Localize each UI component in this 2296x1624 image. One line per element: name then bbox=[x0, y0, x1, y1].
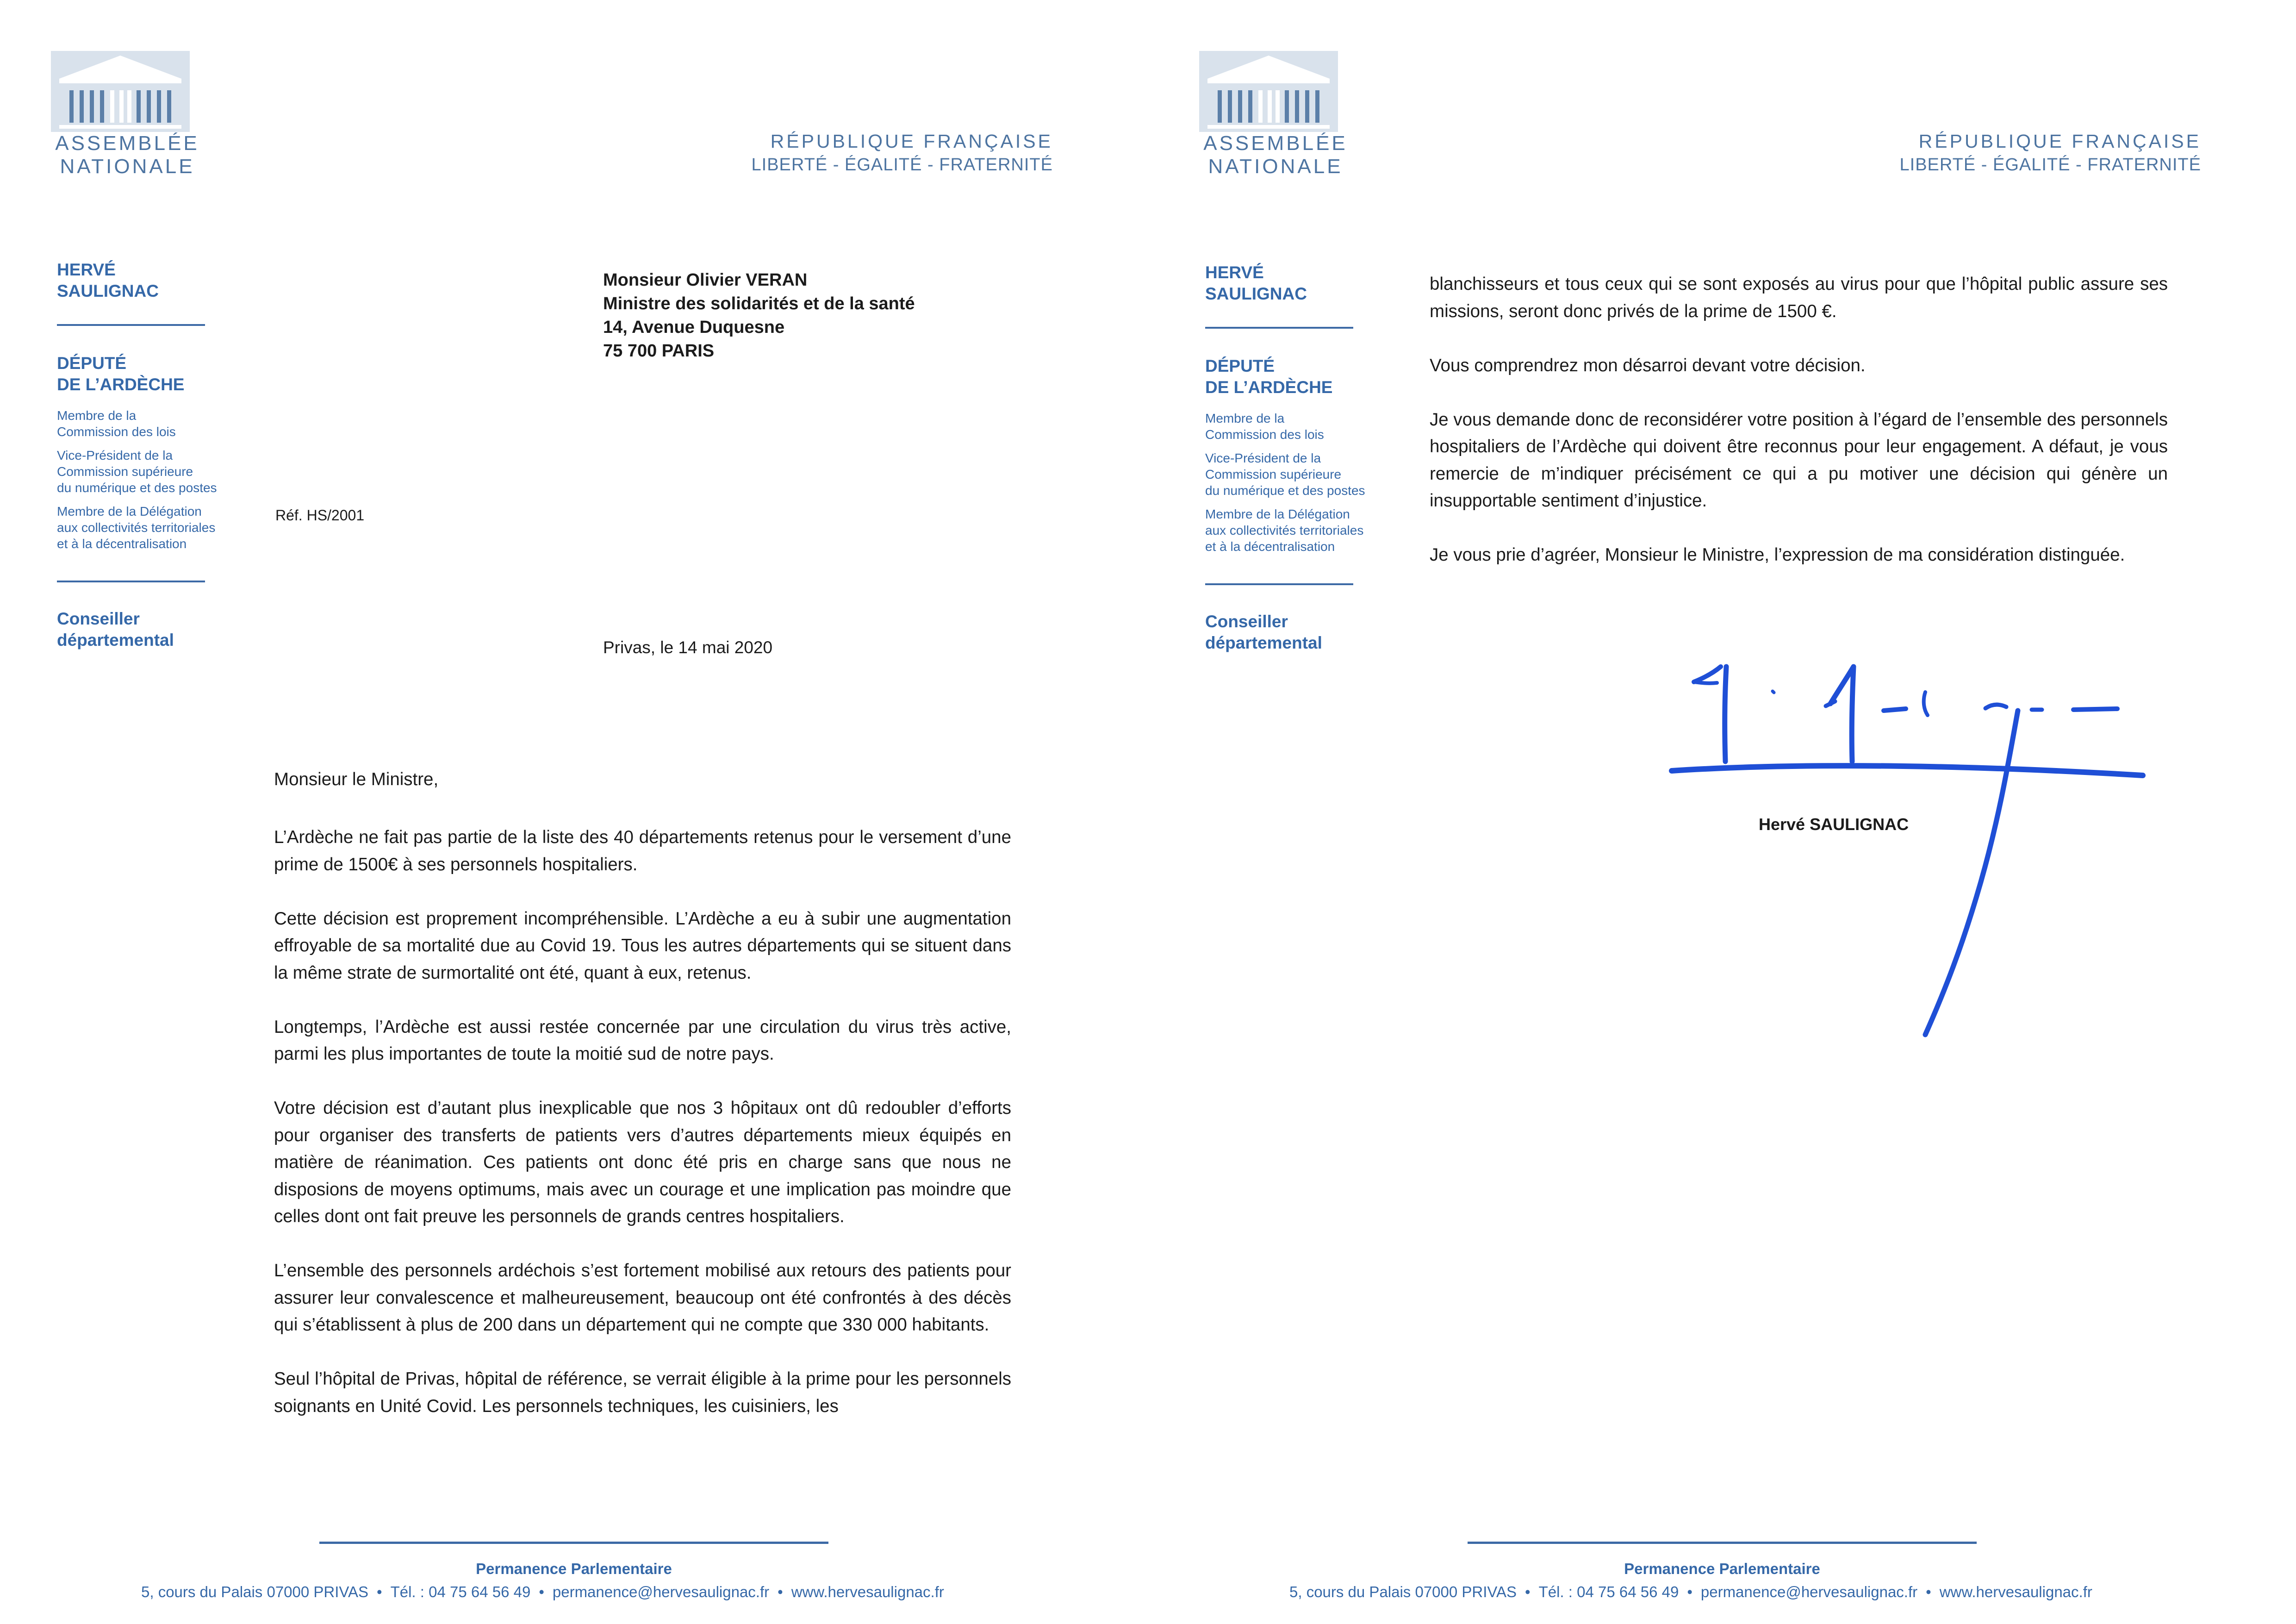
paragraph: Seul l’hôpital de Privas, hôpital de référence, se verrait éligible à la prime pour les personnels soignants en Unité Covid. Les personnels techniques, les cuisiniers, les bbox=[274, 1369, 1011, 1416]
logo-line-2: NATIONALE bbox=[1208, 155, 1343, 178]
footer-address: 5, cours du Palais 07000 PRIVAS bbox=[1289, 1583, 1517, 1600]
deputy-last-name: SAULIGNAC bbox=[1205, 284, 1307, 303]
bullet-icon: • bbox=[1926, 1583, 1931, 1600]
membership-2 bbox=[1205, 450, 1404, 499]
council-line-2: départemental bbox=[1205, 633, 1322, 652]
footer-contact bbox=[141, 1583, 944, 1601]
membership-1-line: Commission des lois bbox=[57, 425, 176, 439]
footer-website: www.hervesaulignac.fr bbox=[1939, 1583, 2092, 1600]
bullet-icon: • bbox=[377, 1583, 382, 1600]
membership-2-line: du numérique et des postes bbox=[57, 481, 217, 495]
role-line-1: DÉPUTÉ bbox=[1205, 356, 1275, 375]
signer-name: Hervé SAULIGNAC bbox=[1759, 815, 1909, 834]
paragraph: L’ensemble des personnels ardéchois s’est fortement mobilisé aux retours des patients pour assurer leur convalescence et malheureusement, beaucoup ont été confrontés à des décès qui s’établissent à plus de 200 dans un département qui ne compte que 330 000 habitants. bbox=[274, 1261, 1011, 1335]
deputy-last-name: SAULIGNAC bbox=[57, 281, 159, 300]
sidebar-divider bbox=[57, 581, 205, 582]
footer-website: www.hervesaulignac.fr bbox=[791, 1583, 944, 1600]
membership-1 bbox=[57, 407, 256, 440]
letter-body-page-2 bbox=[1430, 271, 2168, 569]
council-line-2: départemental bbox=[57, 631, 174, 650]
membership-2 bbox=[57, 447, 256, 496]
republique-francaise: RÉPUBLIQUE FRANÇAISE bbox=[1918, 131, 2201, 152]
footer-address: 5, cours du Palais 07000 PRIVAS bbox=[141, 1583, 369, 1600]
bullet-icon: • bbox=[539, 1583, 544, 1600]
logo-wordmark bbox=[1199, 132, 1352, 178]
republique-header bbox=[752, 129, 1053, 176]
logo-line-1: ASSEMBLÉE bbox=[1203, 132, 1348, 155]
logo-line-2: NATIONALE bbox=[60, 155, 195, 178]
parliament-building-icon bbox=[51, 51, 190, 132]
membership-2-line: Vice-Président de la bbox=[57, 448, 173, 462]
deputy-first-name: HERVÉ bbox=[1205, 263, 1264, 282]
recipient-street: 14, Avenue Duquesne bbox=[603, 318, 785, 337]
paragraph: Vous comprendrez mon désarroi devant votre décision. bbox=[1430, 355, 1866, 375]
assemblee-nationale-logo bbox=[51, 51, 199, 178]
paragraph: Je vous prie d’agréer, Monsieur le Ministre, l’expression de ma considération distinguée. bbox=[1430, 545, 2125, 565]
sidebar-letterhead bbox=[1205, 262, 1404, 654]
footer-phone: Tél. : 04 75 64 56 49 bbox=[1538, 1583, 1679, 1600]
paragraph: blanchisseurs et tous ceux qui se sont exposés au virus pour que l’hôpital public assure ses missions, seront donc privés de la prime de 1500 €. bbox=[1430, 274, 2168, 321]
membership-1-line: Membre de la bbox=[57, 408, 137, 423]
paragraph: L’Ardèche ne fait pas partie de la liste des 40 départements retenus pour le versement d’une prime de 1500€ à ses personnels hospitaliers. bbox=[274, 827, 1011, 874]
sidebar-divider bbox=[57, 324, 205, 326]
council-line-1: Conseiller bbox=[57, 609, 140, 628]
membership-2-line: du numérique et des postes bbox=[1205, 483, 1365, 498]
footer-email: permanence@hervesaulignac.fr bbox=[552, 1583, 770, 1600]
deputy-first-name: HERVÉ bbox=[57, 260, 116, 279]
republique-header bbox=[1900, 129, 2201, 176]
membership-3 bbox=[57, 503, 256, 552]
handwritten-signature bbox=[1666, 623, 2180, 1058]
paragraph: Je vous demande donc de reconsidérer votre position à l’égard de l’ensemble des personnels hospitaliers de l’Ardèche qui doivent être reconnus pour leur engagement. A défaut, je vous remercie de m’indiquer précisément ce qui a pu motiver une décision qui génère un insupportable sentiment d’injustice. bbox=[1430, 409, 2168, 511]
sidebar-divider bbox=[1205, 583, 1353, 585]
footer-contact bbox=[1289, 1583, 2092, 1601]
paragraph: Longtemps, l’Ardèche est aussi restée concernée par une circulation du virus très active, parmi les plus importantes de toute la moitié sud de notre pays. bbox=[274, 1017, 1011, 1064]
bullet-icon: • bbox=[778, 1583, 783, 1600]
sidebar-letterhead bbox=[57, 259, 256, 651]
republique-francaise: RÉPUBLIQUE FRANÇAISE bbox=[770, 131, 1053, 152]
membership-1-line: Commission des lois bbox=[1205, 427, 1324, 442]
bullet-icon: • bbox=[1525, 1583, 1531, 1600]
letter-body-page-1 bbox=[274, 824, 1011, 1420]
bullet-icon: • bbox=[1687, 1583, 1692, 1600]
reference: Réf. HS/2001 bbox=[275, 507, 365, 524]
letter-date: Privas, le 14 mai 2020 bbox=[603, 638, 773, 657]
logo-line-1: ASSEMBLÉE bbox=[55, 132, 199, 155]
footer-email: permanence@hervesaulignac.fr bbox=[1700, 1583, 1918, 1600]
paragraph: Votre décision est d’autant plus inexplicable que nos 3 hôpitaux ont dû redoubler d’efforts pour organiser des transferts de patients vers d’autres départements mieux équipés en matière de réanimation. Ces patients ont donc été pris en charge sans que nous ne disposions de moyens optimums, mais avec un courage et une implication pas moindre que celles dont ont fait preuve les personnels de grands centres hospitaliers. bbox=[274, 1098, 1011, 1226]
paragraph: Cette décision est proprement incompréhensible. L’Ardèche a eu à subir une augmentation effroyable de sa mortalité due au Covid 19. Tous les autres départements qui se situent dans la même strate de surmortalité ont été, quant à eux, retenus. bbox=[274, 908, 1011, 983]
salutation: Monsieur le Ministre, bbox=[274, 769, 439, 789]
membership-2-line: Commission supérieure bbox=[1205, 467, 1342, 481]
devise: LIBERTÉ - ÉGALITÉ - FRATERNITÉ bbox=[751, 155, 1053, 175]
footer-divider bbox=[1468, 1542, 1977, 1544]
membership-3-line: et à la décentralisation bbox=[57, 537, 187, 551]
role-line-2: DE L’ARDÈCHE bbox=[57, 375, 185, 394]
membership-3 bbox=[1205, 506, 1404, 555]
membership-3-line: aux collectivités territoriales bbox=[1205, 523, 1364, 537]
council-line-1: Conseiller bbox=[1205, 612, 1288, 631]
membership-3-line: aux collectivités territoriales bbox=[57, 520, 216, 535]
logo-wordmark bbox=[51, 132, 204, 178]
membership-1-line: Membre de la bbox=[1205, 411, 1285, 425]
membership-1 bbox=[1205, 410, 1404, 443]
role-line-1: DÉPUTÉ bbox=[57, 354, 127, 373]
assemblee-nationale-logo bbox=[1199, 51, 1348, 178]
parliament-building-icon bbox=[1199, 51, 1338, 132]
membership-2-line: Commission supérieure bbox=[57, 464, 193, 479]
footer-title: Permanence Parlementaire bbox=[476, 1560, 672, 1577]
sidebar-divider bbox=[1205, 327, 1353, 329]
recipient-title: Ministre des solidarités et de la santé bbox=[603, 294, 915, 313]
devise: LIBERTÉ - ÉGALITÉ - FRATERNITÉ bbox=[1899, 155, 2201, 175]
footer-phone: Tél. : 04 75 64 56 49 bbox=[390, 1583, 531, 1600]
membership-2-line: Vice-Président de la bbox=[1205, 451, 1321, 465]
membership-3-line: et à la décentralisation bbox=[1205, 539, 1335, 554]
footer-title: Permanence Parlementaire bbox=[1624, 1560, 1820, 1577]
recipient-name: Monsieur Olivier VERAN bbox=[603, 270, 808, 290]
footer-divider bbox=[319, 1542, 828, 1544]
membership-3-line: Membre de la Délégation bbox=[1205, 507, 1350, 521]
recipient-city: 75 700 PARIS bbox=[603, 341, 715, 361]
role-line-2: DE L’ARDÈCHE bbox=[1205, 378, 1333, 397]
membership-3-line: Membre de la Délégation bbox=[57, 504, 202, 518]
recipient-address bbox=[603, 269, 915, 363]
